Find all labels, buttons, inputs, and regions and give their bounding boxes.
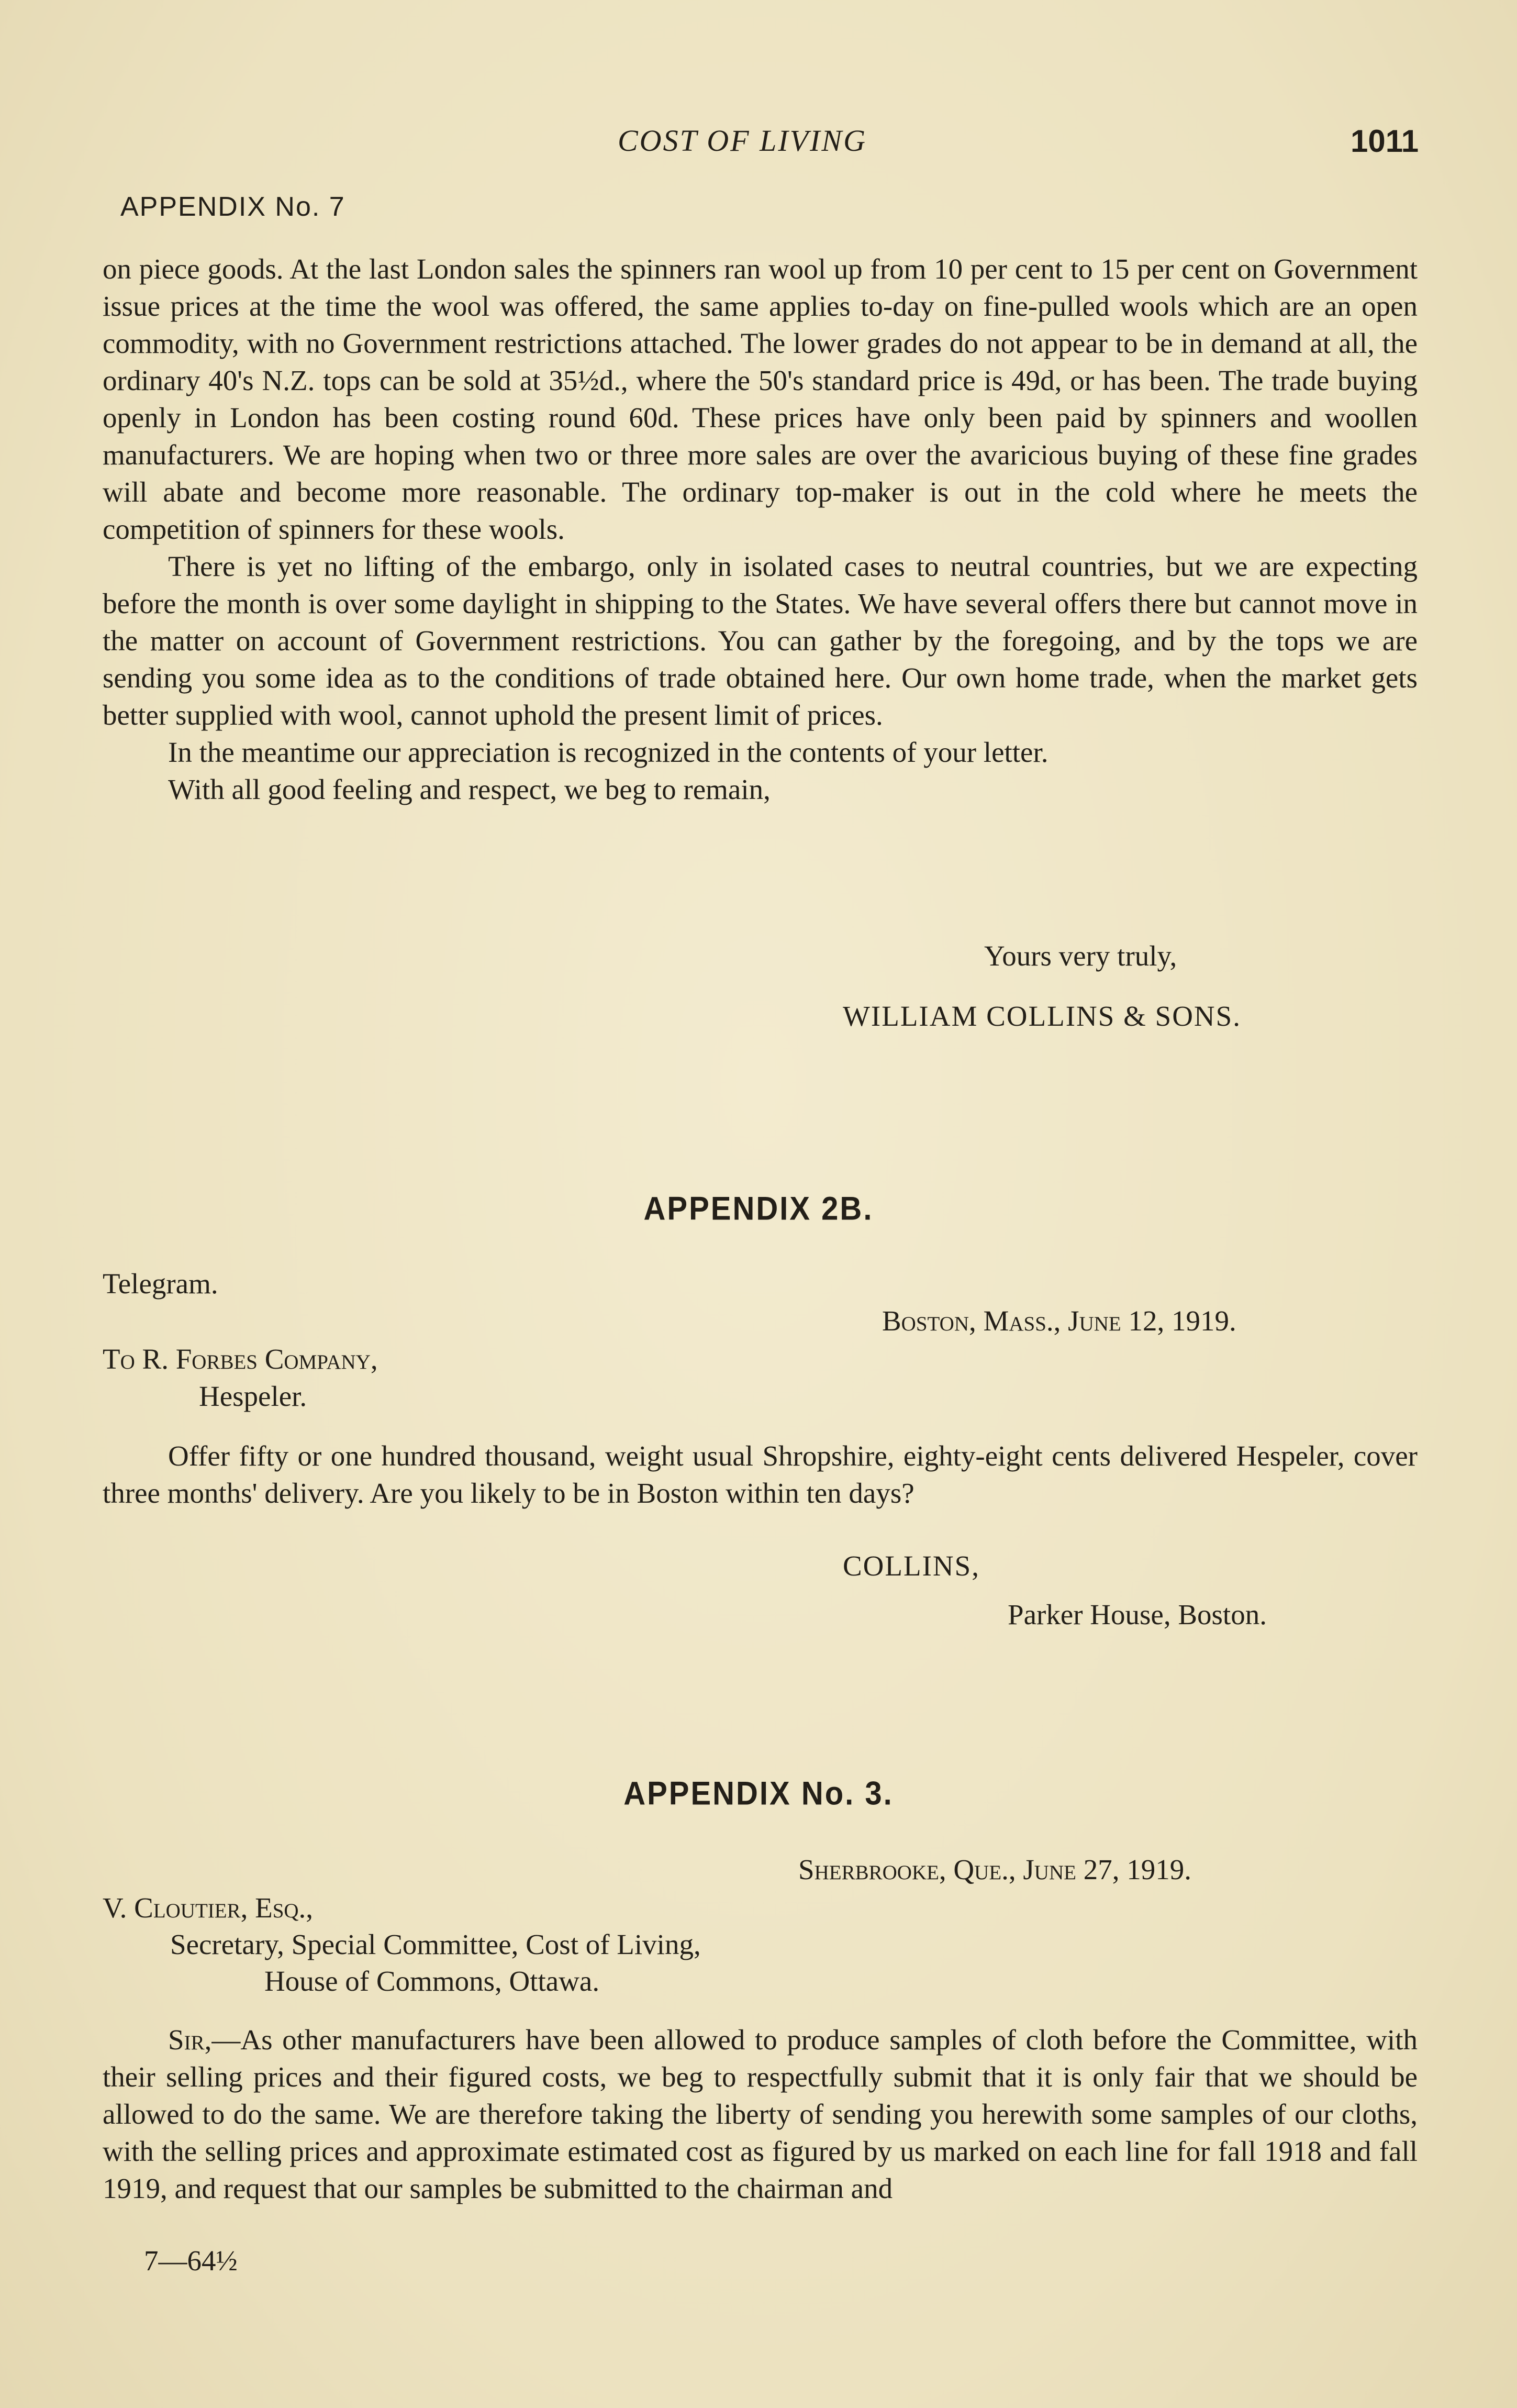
letter-place-date: Sherbrooke, Que., June 27, 1919.	[798, 1854, 1191, 1885]
letter-addressee-title: Secretary, Special Committee, Cost of Living,	[170, 1928, 701, 1960]
letter-addressee: V. Cloutier, Esq.,	[103, 1892, 314, 1924]
letter-paragraph: There is yet no lifting of the embargo, only in isolated cases to neutral countries, but we are expecting before the month is over some daylight in shipping to the States. We have several offers there but cannot move in the matter on account of Government restrictions. You can gather by the foregoing, and by the tops we are sending you some idea as to the conditions of trade obtained here. Our own home trade, when the market gets better supplied with wool, cannot uphold the present limit of prices.	[103, 550, 1418, 731]
letter-closing: Yours very truly,	[984, 940, 1177, 972]
telegram-sender-address: Parker House, Boston.	[1008, 1599, 1267, 1630]
telegram-addressee-place: Hespeler.	[199, 1380, 307, 1412]
letter-signature: WILLIAM COLLINS & SONS.	[843, 1000, 1241, 1032]
letter-addressee-address: House of Commons, Ottawa.	[264, 1965, 600, 1997]
page-number: 1011	[1351, 124, 1419, 159]
letter-paragraph: In the meantime our appreciation is recognized in the contents of your letter.	[168, 736, 1048, 768]
telegram-sender: COLLINS,	[843, 1550, 980, 1582]
telegram-body	[103, 1437, 1418, 1512]
telegram-paragraph: Offer fifty or one hundred thousand, weight usual Shropshire, eighty-eight cents delivered Hespeler, cover three months' delivery. Are you likely to be in Boston within ten days?	[103, 1440, 1418, 1509]
letter-paragraph: With all good feeling and respect, we beg to remain,	[168, 773, 771, 805]
appendix-3-paragraph	[103, 2021, 1418, 2207]
running-head: COST OF LIVING	[618, 124, 867, 158]
appendix-3-heading: APPENDIX No. 3.	[623, 1775, 894, 1812]
appendix-3-body	[103, 2021, 1418, 2207]
appendix-3-text: —As other manufacturers have been allowed to produce samples of cloth before the Committee, with their selling prices and their figured costs, we beg to respectfully submit that it is only fair that we should be allowed to do the same. We are therefore taking the liberty of sending you herewith some samples of our cloths, with the selling prices and approximate estimated cost as figured by us marked on each line for fall 1918 and fall 1919, and request that our samples be submitted to the chairman and	[103, 2024, 1418, 2204]
telegram-label: Telegram.	[103, 1268, 218, 1300]
telegram-addressee: To R. Forbes Company,	[103, 1343, 378, 1375]
signature-mark: 7—64½	[144, 2245, 238, 2277]
letter-paragraph: on piece goods. At the last London sales the spinners ran wool up from 10 per cent to 15 per cent on Government issue prices at the time the wool was offered, the same applies to-day on fine-pulled wools which are an open commodity, with no Government restrictions attached. The lower grades do not appear to be in demand at all, the ordinary 40's N.Z. tops can be sold at 35½d., where the 50's standard price is 49d, or has been. The trade buying openly in London has been costing round 60d. These prices have only been paid by spinners and woollen manufacturers. We are hoping when two or three more sales are over the avaricious buying of these fine grades will abate and become more reasonable. The ordinary top-maker is out in the cold where he meets the competition of spinners for these wools.	[103, 253, 1418, 545]
appendix-2b-heading: APPENDIX 2B.	[643, 1190, 874, 1227]
salutation: Sir,	[168, 2024, 212, 2056]
appendix-label: APPENDIX No. 7	[120, 192, 345, 222]
letter-body	[103, 250, 1418, 808]
telegram-place-date: Boston, Mass., June 12, 1919.	[882, 1305, 1236, 1337]
